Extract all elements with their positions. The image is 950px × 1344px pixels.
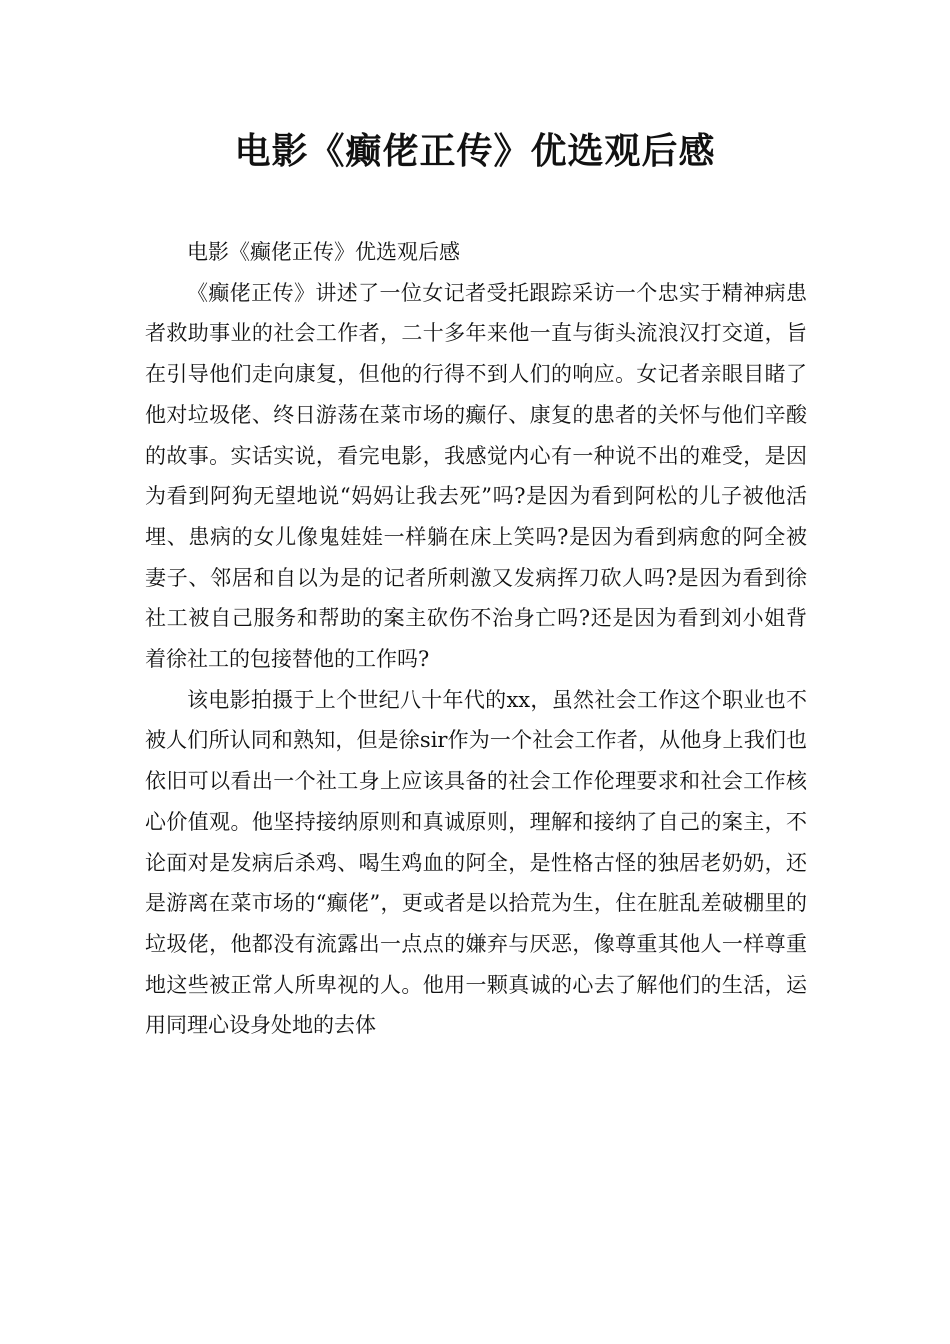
paragraph-synopsis: 《癫佬正传》讲述了一位女记者受托跟踪采访一个忠实于精神病患者救助事业的社会工作者，二十多年来他一直与街头流浪汉打交道，旨在引导他们走向康复，但他的行得不到人们的响应。女记者亲眼目睹了他对垃圾佬、终日游荡在菜市场的癫仔、康复的患者的关怀与他们辛酸的故事。实话实说，看完电影，我感觉内心有一种说不出的难受，是因为看到阿狗无望地说“妈妈让我去死”吗?是因为看到阿松的儿子被他活埋、患病的女儿像鬼娃娃一样躺在床上笑吗?是因为看到病愈的阿全被妻子、邻居和自以为是的记者所刺激又发病挥刀砍人吗?是因为看到徐社工被自己服务和帮助的案主砍伤不治身亡吗?还是因为看到刘小姐背着徐社工的包接替他的工作吗? xyxy=(145,280,807,672)
paragraph-analysis: 该电影拍摄于上个世纪八十年代的xx，虽然社会工作这个职业也不被人们所认同和熟知，但是徐sir作为一个社会工作者，从他身上我们也依旧可以看出一个社工身上应该具备的社会工作伦理要求和社会工作核心价值观。他坚持接纳原则和真诚原则，理解和接纳了自己的案主，不论面对是发病后杀鸡、喝生鸡血的阿全，是性格古怪的独居老奶奶，还是游离在菜市场的“癫佬”，更或者是以拾荒为生，住在脏乱差破棚里的垃圾佬，他都没有流露出一点点的嫌弃与厌恶，像尊重其他人一样尊重地这些被正常人所卑视的人。他用一颗真诚的心去了解他们的生活，运用同理心设身处地的去体 xyxy=(145,687,807,1038)
document-body xyxy=(145,232,807,1046)
document-title: 电影《癫佬正传》优选观后感 xyxy=(234,131,716,172)
paragraph-subtitle: 电影《癫佬正传》优选观后感 xyxy=(187,240,460,264)
